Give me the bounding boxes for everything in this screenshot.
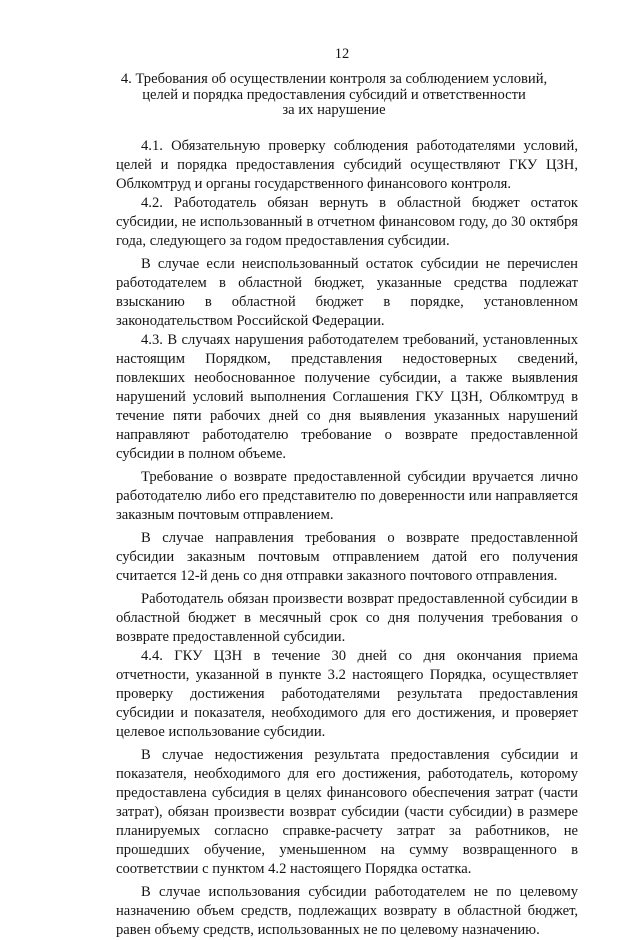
page-number: 12 bbox=[334, 46, 350, 62]
paragraph-4-4: 4.4. ГКУ ЦЗН в течение 30 дней со дня окончания приема отчетности, указанной в пункте 3.2 настоящего Порядка, осуществляет проверку достижения работодателями результата предоставления субсидии и показателя, необходимого для его достижения, и проверяет целевое использование субсидии. bbox=[116, 648, 578, 740]
section-heading-line-3: за их нарушение bbox=[282, 102, 386, 118]
document-body bbox=[116, 137, 578, 940]
section-heading bbox=[108, 72, 560, 119]
paragraph-refund-deadline: Работодатель обязан произвести возврат предоставленной субсидии в областной бюджет в месячный срок со дня получения требования о возврате предоставленной субсидии. bbox=[116, 591, 578, 645]
section-heading-line-1: 4. Требования об осуществлении контроля за соблюдением условий, bbox=[120, 71, 548, 87]
paragraph-4-3: 4.3. В случаях нарушения работодателем требований, установленных настоящим Порядком, представления недостоверных сведений, повлекших необоснованное получение субсидии, а также выявления нарушений условий выполнения Соглашения ГКУ ЦЗН, Облкомтруд в течение пяти рабочих дней со дня выявления указанных нарушений направляют работодателю требование о возврате предоставленной субсидии в полном объеме. bbox=[116, 332, 578, 462]
paragraph-demand-delivery: Требование о возврате предоставленной субсидии вручается лично работодателю либо его представителю по доверенности или направляется заказным почтовым отправлением. bbox=[116, 469, 578, 523]
paragraph-non-achievement: В случае недостижения результата предоставления субсидии и показателя, необходимого для его достижения, работодатель, которому предоставлена субсидия в целях финансового обеспечения затрат (части затрат), обязан произвести возврат субсидии (части субсидии) в размере планируемых согласно справке-расчету затрат за работников, не прошедших обучение, уменьшенном на сумму возвращенного в соответствии с пунктом 4.2 настоящего Порядка остатка. bbox=[116, 747, 578, 877]
section-heading-line-2: целей и порядка предоставления субсидий и ответственности bbox=[142, 86, 526, 103]
paragraph-demand-receipt-date: В случае направления требования о возврате предоставленной субсидии заказным почтовым отправлением датой его получения считается 12-й день со дня отправки заказного почтового отправления. bbox=[116, 530, 578, 584]
paragraph-unremitted-balance: В случае если неиспользованный остаток субсидии не перечислен работодателем в областной бюджет, указанные средства подлежат взысканию в областной бюджет в порядке, установленном законодательством Российской Федерации. bbox=[116, 256, 578, 329]
paragraph-misuse: В случае использования субсидии работодателем не по целевому назначению объем средств, подлежащих возврату в областной бюджет, равен объему средств, использованных не по целевому назначению. bbox=[116, 884, 578, 938]
paragraph-4-2: 4.2. Работодатель обязан вернуть в областной бюджет остаток субсидии, не использованный в отчетном финансовом году, до 30 октября года, следующего за годом предоставления субсидии. bbox=[116, 195, 578, 249]
paragraph-4-1: 4.1. Обязательную проверку соблюдения работодателями условий, целей и порядка предоставления субсидий осуществляют ГКУ ЦЗН, Облкомтруд и органы государственного финансового контроля. bbox=[116, 138, 578, 192]
